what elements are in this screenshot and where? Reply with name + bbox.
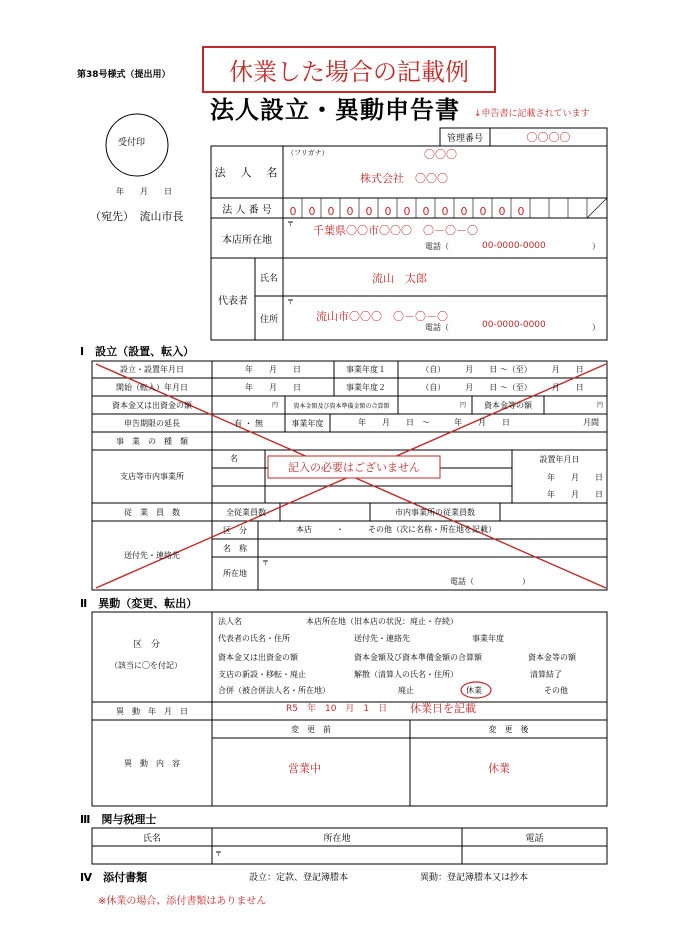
s4-setup: 設立：定款、登記簿謄本: [249, 873, 349, 883]
s1-start-date: 年 月 日: [245, 382, 301, 392]
s1-extension-range: 年 月 日 ～ 年 月 日: [358, 418, 510, 427]
s1-branch-date-1: 年 月 日: [547, 472, 603, 482]
furigana-value: 〇〇〇: [424, 148, 457, 161]
digit: 0: [422, 205, 430, 218]
corp-name-label: 法 人 名: [214, 166, 280, 179]
s1-capital-label: 資本金又は出資金の額: [112, 400, 192, 410]
s3-postal: 〒: [215, 850, 222, 858]
s1-contact-kubun: 区 分: [223, 525, 247, 535]
furigana-label: （フリガナ）: [287, 149, 329, 157]
s1-fy1-range: （自） 月 日 ～（至） 月 日: [421, 365, 584, 374]
section2-title: Ⅱ 異動（変更、転出）: [80, 597, 198, 610]
s1-yen-1: 円: [272, 402, 279, 409]
s1-branch-label: 支店等市内事業所: [120, 472, 184, 481]
rep-tel: 00-0000-0000: [482, 320, 546, 330]
digit: 0: [403, 205, 411, 218]
office-tel-close: ）: [592, 242, 600, 251]
s1-fy2-range: （自） 月 日 ～（至） 月 日: [421, 382, 584, 392]
s2-date-value: R5 年 10 月 1 日: [286, 704, 388, 714]
section4-title: Ⅳ 添付書類: [80, 871, 148, 884]
example-banner: 休業した場合の記載例: [229, 58, 469, 86]
s2-opt-merger: 合併（被合併法人名・所在地）: [218, 686, 330, 695]
digit: 0: [517, 205, 525, 218]
corp-number-label: 法 人 番 号: [222, 204, 272, 216]
s2-opt-other: その他: [544, 686, 568, 695]
s1-yen-3: 円: [597, 402, 604, 409]
digit: 0: [498, 205, 506, 218]
office-tel: 00-0000-0000: [482, 241, 546, 251]
s1-fy1-label: 事業年度１: [346, 365, 386, 374]
rep-postal-mark: 〒: [287, 298, 294, 306]
s1-setup-date-label: 設立・設置年月日: [120, 365, 184, 374]
s2-after-value: 休業: [488, 762, 510, 775]
mgmt-label: 管理番号: [446, 133, 483, 144]
rep-tel-label: 電話（: [425, 323, 449, 332]
s2-opt-abolish: 廃止: [398, 686, 414, 695]
digit: 0: [365, 205, 373, 218]
s2-opt-rep: 代表者の氏名・住所: [218, 634, 290, 643]
s2-opt-liquidation: 清算結了: [530, 670, 562, 679]
s2-opt-capital-etc: 資本金等の額: [528, 653, 576, 662]
s1-branch-date-2: 年 月 日: [547, 490, 603, 499]
digit: 0: [441, 205, 449, 218]
s1-employees-all: 全従業員数: [226, 507, 266, 517]
s3-name-col: 氏名: [142, 833, 161, 844]
s2-before-value: 営業中: [288, 762, 321, 775]
rep-label: 代表者: [218, 295, 248, 307]
office-postal-mark: 〒: [287, 220, 294, 228]
s1-employees-label: 従 業 員 数: [124, 507, 180, 517]
s2-opt-capital: 資本金又は出資金の額: [218, 653, 298, 662]
s2-kubun-note: （該当に〇を付記）: [110, 661, 182, 670]
s1-business-type-label: 事 業 の 種 類: [116, 436, 188, 446]
not-required-stamp: 記入の必要はございません: [288, 461, 420, 474]
digit: 0: [289, 205, 297, 218]
s2-opt-fy: 事業年度: [472, 634, 504, 643]
mgmt-value: 〇〇〇〇: [526, 131, 571, 144]
s1-employees-city: 市内事業所の従業員数: [395, 507, 475, 517]
s3-tel-col: 電話: [525, 833, 544, 844]
s1-extension-months: 月間: [583, 418, 599, 427]
s1-capital-right: 資本金等の額: [484, 400, 532, 410]
s1-contact-opts: 本店 ・ その他（次に名称・所在地を記載）: [296, 525, 496, 534]
s2-opt-head-office: 本店所在地（旧本店の状況：廃止・存続）: [306, 617, 458, 626]
arrow-note: ↓申告書に記載されています: [474, 109, 590, 119]
digit: 0: [384, 205, 392, 218]
s4-note: ※休業の場合、添付書類はありません: [98, 896, 267, 907]
s1-contact-addr: 所在地: [223, 569, 247, 578]
corp-name-value: 株式会社 〇〇〇: [360, 172, 448, 185]
s1-extension-label: 申告期限の延長: [124, 418, 180, 428]
office-label: 本店所在地: [222, 234, 272, 246]
digit: 0: [308, 205, 316, 218]
s1-contact-name: 名 称: [223, 543, 247, 553]
section1-title: Ⅰ 設立（設置、転入）: [80, 345, 195, 358]
s4-change: 異動：登記簿謄本又は抄本: [420, 873, 529, 883]
s2-before-header: 変 更 前: [291, 724, 331, 734]
s2-after-header: 変 更 後: [488, 724, 529, 734]
s2-opt-branch: 支店の新設・移転・廃止: [218, 670, 306, 679]
s1-yen-2: 円: [460, 402, 467, 409]
rep-address: 流山市〇〇〇 〇－〇－〇: [316, 310, 448, 323]
rep-name-label: 氏名: [259, 273, 278, 284]
s1-contact-postal: 〒: [262, 559, 269, 567]
office-tel-label: 電話（: [425, 242, 449, 251]
office-address: 千葉県〇〇市〇〇〇 〇－〇－〇: [313, 224, 478, 237]
rep-addr-label: 住所: [259, 314, 278, 325]
date-label: 年 月 日: [116, 187, 172, 196]
s1-branch-open-label: 設置年月日: [539, 454, 580, 464]
section3-title: Ⅲ 関与税理士: [80, 813, 157, 826]
digit: 0: [460, 205, 468, 218]
addressee: （宛先） 流山市長: [90, 210, 184, 223]
s2-opt-dissolution: 解散（清算人の氏名・住所）: [354, 670, 458, 679]
s1-extension-opts: 有 ・ 無: [233, 418, 264, 428]
form-number: 第38号様式（提出用）: [77, 70, 171, 80]
s3-addr-col: 所在地: [323, 833, 351, 844]
rep-tel-close: ）: [592, 323, 600, 332]
s1-contact-label: 送付先・連絡先: [124, 551, 180, 560]
s2-kubun-label: 区 分: [133, 640, 161, 650]
s1-branch-name: 名: [230, 454, 238, 463]
s2-opt-capital-sum: 資本金額及び資本準備金額の合算額: [354, 653, 482, 662]
s2-opt-corp-name: 法人名: [218, 617, 242, 626]
rep-name-value: 流山 太郎: [372, 272, 427, 285]
s2-opt-contact: 送付先・連絡先: [354, 634, 410, 643]
digit: 0: [346, 205, 354, 218]
s1-contact-tel: 電話（ ）: [450, 577, 530, 586]
digit: 0: [479, 205, 487, 218]
s1-capital-mid: 資本金額及び資本準備金額の合算額: [293, 402, 390, 410]
s1-start-date-label: 開始（転入）年月日: [116, 382, 188, 392]
s1-setup-date: 年 月 日: [245, 365, 301, 374]
document-title: 法人設立・異動申告書: [210, 96, 460, 124]
s1-extension-fy: 事業年度: [291, 418, 324, 428]
s2-date-note: 休業日を記載: [410, 702, 476, 715]
s2-opt-suspend: 休業: [466, 686, 482, 695]
digit: 0: [327, 205, 335, 218]
s2-date-label: 異 動 年 月 日: [116, 706, 188, 716]
receipt-label: 受付印: [118, 138, 146, 148]
s2-content-label: 異 動 内 容: [124, 758, 180, 768]
s1-fy2-label: 事業年度２: [346, 382, 386, 392]
